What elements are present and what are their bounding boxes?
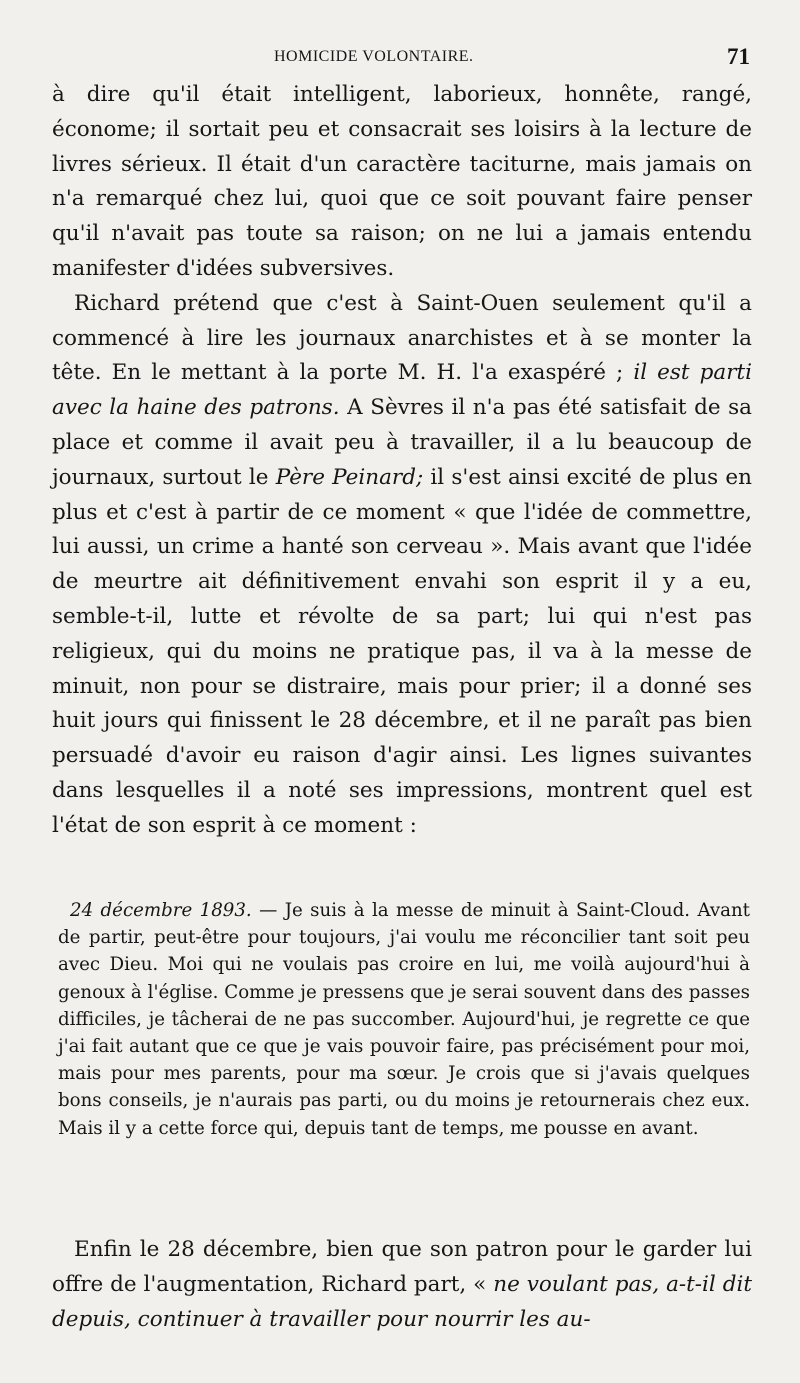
paragraph-2-italic-1: il est parti avec la haine des patrons.: [52, 360, 752, 421]
paragraph-3-text-1: Enfin le 28 décembre, bien que son patron pour le garder lui offre de l'augmentation, Richard part, «: [52, 1237, 752, 1297]
main-text: [52, 78, 752, 844]
paragraph-2-text-3: il s'est ainsi excité de plus en plus et c'est à partir de ce moment « que l'idée de commettre, lui aussi, un crime a hanté son cerveau ». Mais avant que l'idée de meurtre ait définitivement envahi son esprit il y a eu, semble-t-il, lutte et révolte de sa part; lui qui n'est pas religieux, qui du moins ne pratique pas, il va à la messe de minuit, non pour se distraire, mais pour prier; il a donné ses huit jours qui finissent le 28 décembre, et il ne paraît pas bien persuadé d'avoir eu raison d'agir ainsi. Les lignes suivantes dans lesquelles il a noté ses impressions, montrent quel est l'état de son esprit à ce moment :: [52, 464, 752, 838]
page-header: [0, 44, 800, 74]
quote-date: 24 décembre 1893.: [70, 900, 252, 921]
final-paragraph: [52, 1233, 752, 1337]
paragraph-2-text-1: Richard prétend que c'est à Saint-Ouen seulement qu'il a commencé à lire les journaux anarchistes et à se monter la tête. En le mettant à la porte M. H. l'a exaspéré ;: [52, 290, 752, 386]
paragraph-2-text-2: A Sèvres il n'a pas été satisfait de sa place et comme il avait peu à travailler, il a lu beaucoup de journaux, surtout le: [52, 395, 752, 490]
paragraph-3: [52, 1233, 752, 1337]
page-number: 71: [727, 44, 750, 69]
paragraph-2-italic-2: Père Peinard;: [275, 464, 424, 490]
quoted-diary-entry: [58, 897, 750, 1142]
paragraph-3-italic-1: ne voulant pas, a-t-il dit depuis, continuer à travailler pour nourrir les au-: [52, 1271, 752, 1332]
quote-text: — Je suis à la messe de minuit à Saint-Cloud. Avant de partir, peut-être pour toujours, j'ai voulu me réconcilier tant soit peu avec Dieu. Moi qui ne voulais pas croire en lui, me voilà aujourd'hui à genoux à l'église. Comme je pressens que je serai souvent dans des passes difficiles, je tâcherai de ne pas succomber. Aujourd'hui, je regrette ce que j'ai fait autant que ce que je vais pouvoir faire, pas précisément pour moi, mais pour mes parents, pour ma sœur. Je crois que si j'avais quelques bons conseils, je n'aurais pas parti, ou du moins je retournerais chez eux. Mais il y a cette force qui, depuis tant de temps, me pousse en avant.: [58, 900, 750, 1139]
paragraph-1: à dire qu'il était intelligent, laborieux, honnête, rangé, économe; il sortait peu et consacrait ses loisirs à la lecture de livres sérieux. Il était d'un caractère taciturne, mais jamais on n'a remarqué chez lui, quoi que ce soit pouvant faire penser qu'il n'avait pas toute sa raison; on ne lui a jamais entendu manifester d'idées subversives.: [52, 82, 752, 281]
quote-paragraph: [58, 897, 750, 1142]
running-title: HOMICIDE VOLONTAIRE.: [274, 48, 474, 65]
paragraph-2: [52, 287, 752, 844]
